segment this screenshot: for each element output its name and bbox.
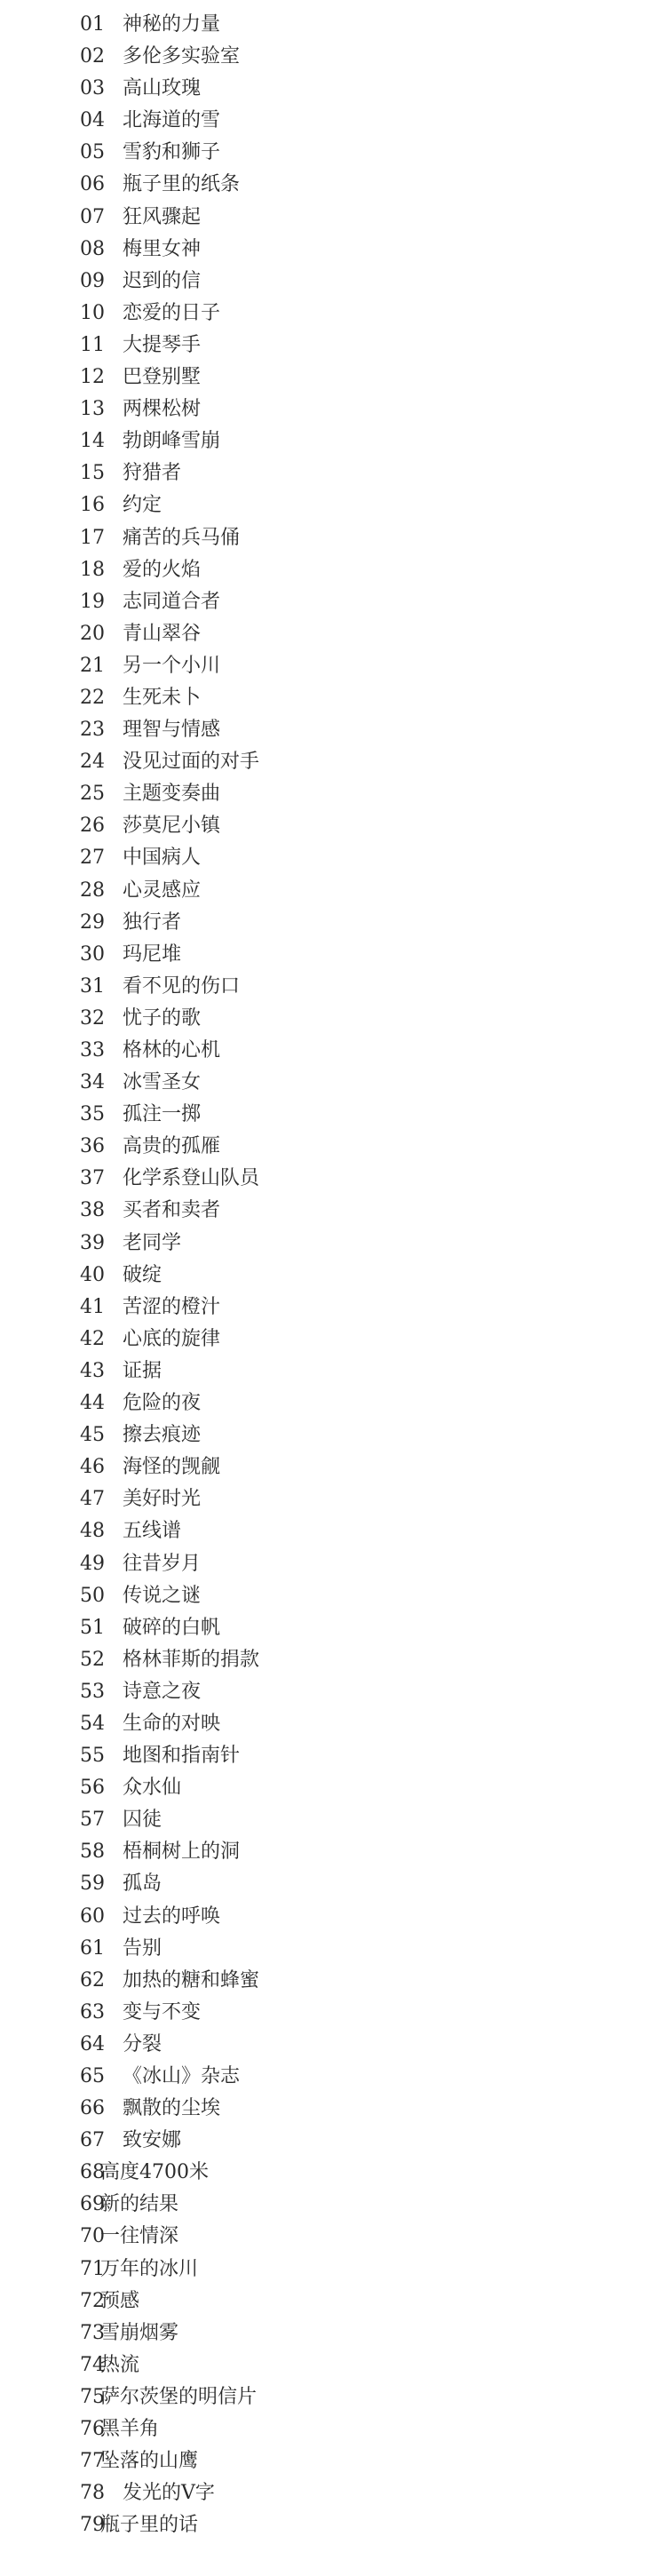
chapter-number: 19 bbox=[80, 590, 105, 613]
chapter-number: 37 bbox=[80, 1167, 105, 1190]
chapter-number: 14 bbox=[80, 430, 105, 453]
chapter-title: 勃朗峰雪崩 bbox=[123, 430, 221, 453]
chapter-number: 32 bbox=[80, 1006, 105, 1030]
chapter-number: 54 bbox=[80, 1712, 105, 1735]
chapter-title: 恋爱的日子 bbox=[123, 301, 221, 324]
chapter-number: 56 bbox=[80, 1777, 105, 1800]
chapter-number: 27 bbox=[80, 847, 105, 870]
chapter-number: 26 bbox=[80, 815, 105, 838]
toc-entry[interactable] bbox=[0, 1997, 666, 2029]
chapter-title: 分裂 bbox=[123, 2032, 163, 2055]
toc-entry[interactable] bbox=[0, 1644, 666, 1676]
chapter-title: 变与不变 bbox=[123, 2000, 202, 2023]
toc-entry[interactable] bbox=[0, 1228, 666, 1260]
chapter-title: 瓶子里的纸条 bbox=[123, 173, 241, 196]
toc-entry[interactable] bbox=[0, 1901, 666, 1933]
chapter-title: 飘散的尘埃 bbox=[123, 2097, 221, 2120]
chapter-number: 48 bbox=[80, 1520, 105, 1543]
chapter-number: 38 bbox=[80, 1199, 105, 1222]
chapter-number: 39 bbox=[80, 1231, 105, 1254]
chapter-number: 72 bbox=[80, 2289, 105, 2312]
toc-entry[interactable] bbox=[0, 1772, 666, 1804]
toc-entry[interactable] bbox=[0, 425, 666, 457]
toc-entry[interactable] bbox=[0, 2413, 666, 2445]
chapter-number: 75 bbox=[80, 2385, 105, 2408]
toc-entry[interactable] bbox=[0, 746, 666, 778]
chapter-number: 69 bbox=[80, 2193, 105, 2216]
chapter-number: 70 bbox=[80, 2225, 105, 2248]
toc-entry[interactable] bbox=[0, 1387, 666, 1419]
chapter-number: 50 bbox=[80, 1584, 105, 1607]
toc-entry[interactable] bbox=[0, 1933, 666, 1965]
chapter-number: 68 bbox=[80, 2161, 105, 2184]
toc-entry[interactable] bbox=[0, 2445, 666, 2477]
chapter-title: 众水仙 bbox=[123, 1777, 182, 1800]
chapter-title: 多伦多实验室 bbox=[123, 45, 241, 68]
toc-entry[interactable] bbox=[0, 2349, 666, 2381]
toc-entry[interactable] bbox=[0, 1451, 666, 1483]
toc-entry[interactable] bbox=[0, 137, 666, 169]
chapter-title: 坠落的山鹰 bbox=[100, 2450, 199, 2473]
chapter-number: 65 bbox=[80, 2065, 105, 2087]
toc-entry[interactable] bbox=[0, 457, 666, 489]
toc-entry[interactable] bbox=[0, 939, 666, 971]
chapter-number: 20 bbox=[80, 622, 105, 645]
chapter-number: 12 bbox=[80, 366, 105, 389]
toc-entry[interactable] bbox=[0, 1965, 666, 1997]
toc-entry[interactable] bbox=[0, 202, 666, 234]
chapter-title: 老同学 bbox=[123, 1231, 182, 1254]
chapter-title: 生命的对映 bbox=[123, 1712, 221, 1735]
chapter-title: 看不见的伤口 bbox=[123, 974, 241, 998]
toc-entry[interactable] bbox=[0, 2381, 666, 2413]
chapter-title: 海怪的觊觎 bbox=[123, 1456, 221, 1479]
chapter-title: 囚徒 bbox=[123, 1809, 163, 1832]
chapter-number: 57 bbox=[80, 1809, 105, 1832]
toc-entry[interactable] bbox=[0, 842, 666, 874]
toc-entry[interactable] bbox=[0, 875, 666, 907]
chapter-title: 高度4700米 bbox=[100, 2161, 209, 2184]
toc-entry[interactable] bbox=[0, 2029, 666, 2061]
toc-entry[interactable] bbox=[0, 650, 666, 682]
chapter-title: 独行者 bbox=[123, 910, 182, 934]
chapter-title: 诗意之夜 bbox=[123, 1680, 202, 1703]
toc-entry[interactable] bbox=[0, 907, 666, 939]
chapter-number: 07 bbox=[80, 205, 105, 228]
toc-entry[interactable] bbox=[0, 1419, 666, 1451]
chapter-number: 24 bbox=[80, 751, 105, 774]
chapter-title: 过去的呼唤 bbox=[123, 1904, 221, 1928]
chapter-title: 雪崩烟雾 bbox=[100, 2321, 179, 2344]
chapter-title: 青山翠谷 bbox=[123, 622, 202, 645]
chapter-title: 苦涩的橙汁 bbox=[123, 1295, 221, 1318]
chapter-number: 43 bbox=[80, 1359, 105, 1382]
chapter-number: 64 bbox=[80, 2032, 105, 2055]
chapter-number: 29 bbox=[80, 910, 105, 934]
toc-entry[interactable] bbox=[0, 618, 666, 650]
chapter-title: 格林的心机 bbox=[123, 1039, 221, 1061]
chapter-number: 42 bbox=[80, 1327, 105, 1350]
chapter-title: 热流 bbox=[100, 2353, 140, 2376]
chapter-title: 往昔岁月 bbox=[123, 1552, 202, 1575]
chapter-number: 33 bbox=[80, 1039, 105, 1061]
toc-entry[interactable] bbox=[0, 1324, 666, 1356]
chapter-number: 15 bbox=[80, 462, 105, 485]
chapter-number: 23 bbox=[80, 719, 105, 742]
chapter-title: 没见过面的对手 bbox=[123, 751, 260, 774]
chapter-title: 高贵的孤雁 bbox=[123, 1135, 221, 1158]
chapter-number: 63 bbox=[80, 2000, 105, 2023]
chapter-title: 黑羊角 bbox=[100, 2418, 160, 2441]
chapter-title: 心灵感应 bbox=[123, 879, 202, 902]
chapter-number: 41 bbox=[80, 1295, 105, 1318]
chapter-title: 巴登别墅 bbox=[123, 366, 202, 389]
chapter-number: 31 bbox=[80, 974, 105, 998]
chapter-number: 30 bbox=[80, 942, 105, 966]
toc-entry[interactable] bbox=[0, 1163, 666, 1195]
toc-entry[interactable] bbox=[0, 2254, 666, 2286]
toc-entry[interactable] bbox=[0, 1260, 666, 1292]
chapter-number: 18 bbox=[80, 558, 105, 581]
chapter-title: 约定 bbox=[123, 494, 163, 517]
toc-entry[interactable] bbox=[0, 1035, 666, 1067]
toc-entry[interactable] bbox=[0, 1099, 666, 1131]
chapter-title: 心底的旋律 bbox=[123, 1327, 221, 1350]
chapter-title: 加热的糖和蜂蜜 bbox=[123, 1968, 260, 1992]
toc-entry[interactable] bbox=[0, 1003, 666, 1035]
toc-entry[interactable] bbox=[0, 73, 666, 105]
chapter-number: 10 bbox=[80, 301, 105, 324]
chapter-title: 瓶子里的话 bbox=[100, 2514, 199, 2537]
chapter-title: 大提琴手 bbox=[123, 333, 202, 356]
toc-entry[interactable] bbox=[0, 330, 666, 362]
toc-entry[interactable] bbox=[0, 714, 666, 746]
chapter-number: 67 bbox=[80, 2129, 105, 2152]
chapter-number: 17 bbox=[80, 526, 105, 549]
toc-entry[interactable] bbox=[0, 2509, 666, 2541]
chapter-title: 主题变奏曲 bbox=[123, 783, 221, 806]
chapter-title: 狩猎者 bbox=[123, 462, 182, 485]
chapter-number: 01 bbox=[80, 13, 105, 36]
chapter-title: 北海道的雪 bbox=[123, 109, 221, 132]
toc-entry[interactable] bbox=[0, 1612, 666, 1644]
chapter-title: 孤注一掷 bbox=[123, 1103, 202, 1126]
toc-entry[interactable] bbox=[0, 522, 666, 554]
toc-entry[interactable] bbox=[0, 9, 666, 41]
toc-entry[interactable] bbox=[0, 362, 666, 394]
chapter-title: 两棵松树 bbox=[123, 398, 202, 421]
toc-entry[interactable] bbox=[0, 1868, 666, 1900]
toc-entry[interactable] bbox=[0, 1708, 666, 1740]
chapter-number: 08 bbox=[80, 237, 105, 260]
toc-entry[interactable] bbox=[0, 2286, 666, 2318]
chapter-number: 16 bbox=[80, 494, 105, 517]
toc-entry[interactable] bbox=[0, 810, 666, 842]
chapter-number: 77 bbox=[80, 2450, 105, 2473]
chapter-title: 迟到的信 bbox=[123, 269, 202, 292]
toc-entry[interactable] bbox=[0, 586, 666, 618]
toc-entry[interactable] bbox=[0, 2318, 666, 2349]
chapter-number: 21 bbox=[80, 654, 105, 677]
chapter-title: 忧子的歌 bbox=[123, 1006, 202, 1030]
toc-entry[interactable] bbox=[0, 234, 666, 266]
chapter-number: 46 bbox=[80, 1456, 105, 1479]
chapter-number: 74 bbox=[80, 2353, 105, 2376]
toc-entry[interactable] bbox=[0, 1676, 666, 1708]
chapter-number: 59 bbox=[80, 1872, 105, 1896]
chapter-title: 高山玫瑰 bbox=[123, 77, 202, 100]
toc-entry[interactable] bbox=[0, 1740, 666, 1772]
toc-entry[interactable] bbox=[0, 1067, 666, 1099]
chapter-number: 44 bbox=[80, 1392, 105, 1415]
chapter-number: 11 bbox=[80, 333, 105, 356]
chapter-number: 60 bbox=[80, 1904, 105, 1928]
chapter-title: 另一个小川 bbox=[123, 654, 221, 677]
chapter-number: 05 bbox=[80, 141, 105, 164]
toc-entry[interactable] bbox=[0, 2125, 666, 2157]
chapter-title: 破绽 bbox=[123, 1263, 163, 1286]
chapter-number: 73 bbox=[80, 2321, 105, 2344]
chapter-title: 中国病人 bbox=[123, 847, 202, 870]
toc-entry[interactable] bbox=[0, 2157, 666, 2189]
chapter-number: 35 bbox=[80, 1103, 105, 1126]
chapter-number: 40 bbox=[80, 1263, 105, 1286]
chapter-title: 神秘的力量 bbox=[123, 13, 221, 36]
chapter-title: 买者和卖者 bbox=[123, 1199, 221, 1222]
toc-entry[interactable] bbox=[0, 1483, 666, 1515]
chapter-title: 痛苦的兵马俑 bbox=[123, 526, 241, 549]
chapter-number: 22 bbox=[80, 686, 105, 709]
chapter-title: 化学系登山队员 bbox=[123, 1167, 260, 1190]
chapter-number: 36 bbox=[80, 1135, 105, 1158]
chapter-title: 地图和指南针 bbox=[123, 1745, 241, 1768]
chapter-title: 美好时光 bbox=[123, 1488, 202, 1511]
toc-entry[interactable] bbox=[0, 682, 666, 714]
chapter-number: 58 bbox=[80, 1841, 105, 1864]
chapter-number: 02 bbox=[80, 45, 105, 68]
chapter-number: 09 bbox=[80, 269, 105, 292]
chapter-title: 证据 bbox=[123, 1359, 163, 1382]
table-of-contents bbox=[0, 9, 666, 2541]
chapter-number: 34 bbox=[80, 1071, 105, 1094]
chapter-number: 04 bbox=[80, 109, 105, 132]
chapter-title: 预感 bbox=[100, 2289, 140, 2312]
chapter-title: 爱的火焰 bbox=[123, 558, 202, 581]
chapter-title: 冰雪圣女 bbox=[123, 1071, 202, 1094]
chapter-number: 62 bbox=[80, 1968, 105, 1992]
chapter-title: 擦去痕迹 bbox=[123, 1424, 202, 1447]
toc-entry[interactable] bbox=[0, 298, 666, 330]
chapter-number: 61 bbox=[80, 1936, 105, 1960]
chapter-title: 孤岛 bbox=[123, 1872, 163, 1896]
chapter-title: 雪豹和狮子 bbox=[123, 141, 221, 164]
chapter-title: 梅里女神 bbox=[123, 237, 202, 260]
chapter-number: 66 bbox=[80, 2097, 105, 2120]
chapter-title: 告别 bbox=[123, 1936, 163, 1960]
toc-entry[interactable] bbox=[0, 1580, 666, 1612]
chapter-title: 《冰山》杂志 bbox=[123, 2065, 241, 2087]
toc-entry[interactable] bbox=[0, 1356, 666, 1387]
chapter-title: 新的结果 bbox=[100, 2193, 179, 2216]
chapter-title: 梧桐树上的洞 bbox=[123, 1841, 241, 1864]
chapter-number: 76 bbox=[80, 2418, 105, 2441]
chapter-number: 13 bbox=[80, 398, 105, 421]
chapter-number: 51 bbox=[80, 1616, 105, 1639]
toc-entry[interactable] bbox=[0, 266, 666, 298]
chapter-title: 生死未卜 bbox=[123, 686, 202, 709]
toc-entry[interactable] bbox=[0, 489, 666, 521]
chapter-title: 一往情深 bbox=[100, 2225, 179, 2248]
chapter-title: 破碎的白帆 bbox=[123, 1616, 221, 1639]
chapter-number: 49 bbox=[80, 1552, 105, 1575]
chapter-title: 志同道合者 bbox=[123, 590, 221, 613]
chapter-number: 55 bbox=[80, 1745, 105, 1768]
chapter-title: 狂风骤起 bbox=[123, 205, 202, 228]
chapter-title: 格林菲斯的捐款 bbox=[123, 1648, 260, 1671]
chapter-number: 45 bbox=[80, 1424, 105, 1447]
toc-entry[interactable] bbox=[0, 1195, 666, 1227]
toc-entry[interactable] bbox=[0, 1836, 666, 1868]
toc-entry[interactable] bbox=[0, 1131, 666, 1163]
chapter-number: 71 bbox=[80, 2257, 105, 2280]
toc-entry[interactable] bbox=[0, 2093, 666, 2125]
toc-entry[interactable] bbox=[0, 554, 666, 586]
chapter-title: 萨尔茨堡的明信片 bbox=[100, 2385, 258, 2408]
toc-entry[interactable] bbox=[0, 2221, 666, 2253]
toc-entry[interactable] bbox=[0, 1548, 666, 1580]
chapter-number: 52 bbox=[80, 1648, 105, 1671]
toc-entry[interactable] bbox=[0, 1804, 666, 1836]
chapter-title: 发光的V字 bbox=[123, 2482, 215, 2505]
toc-entry[interactable] bbox=[0, 1515, 666, 1547]
chapter-title: 玛尼堆 bbox=[123, 942, 182, 966]
chapter-number: 53 bbox=[80, 1680, 105, 1703]
chapter-number: 79 bbox=[80, 2514, 105, 2537]
chapter-title: 五线谱 bbox=[123, 1520, 182, 1543]
chapter-title: 传说之谜 bbox=[123, 1584, 202, 1607]
toc-entry[interactable] bbox=[0, 2477, 666, 2509]
toc-entry[interactable] bbox=[0, 169, 666, 201]
chapter-title: 理智与情感 bbox=[123, 719, 221, 742]
chapter-number: 47 bbox=[80, 1488, 105, 1511]
toc-entry[interactable] bbox=[0, 971, 666, 1003]
chapter-number: 06 bbox=[80, 173, 105, 196]
toc-entry[interactable] bbox=[0, 394, 666, 425]
toc-entry[interactable] bbox=[0, 41, 666, 73]
toc-entry[interactable] bbox=[0, 1292, 666, 1324]
chapter-title: 危险的夜 bbox=[123, 1392, 202, 1415]
chapter-number: 28 bbox=[80, 879, 105, 902]
toc-entry[interactable] bbox=[0, 105, 666, 137]
chapter-title: 万年的冰川 bbox=[100, 2257, 199, 2280]
chapter-number: 25 bbox=[80, 783, 105, 806]
toc-entry[interactable] bbox=[0, 778, 666, 810]
toc-entry[interactable] bbox=[0, 2189, 666, 2221]
chapter-number: 78 bbox=[80, 2482, 105, 2505]
toc-entry[interactable] bbox=[0, 2061, 666, 2093]
chapter-number: 03 bbox=[80, 77, 105, 100]
chapter-title: 致安娜 bbox=[123, 2129, 182, 2152]
chapter-title: 莎莫尼小镇 bbox=[123, 815, 221, 838]
